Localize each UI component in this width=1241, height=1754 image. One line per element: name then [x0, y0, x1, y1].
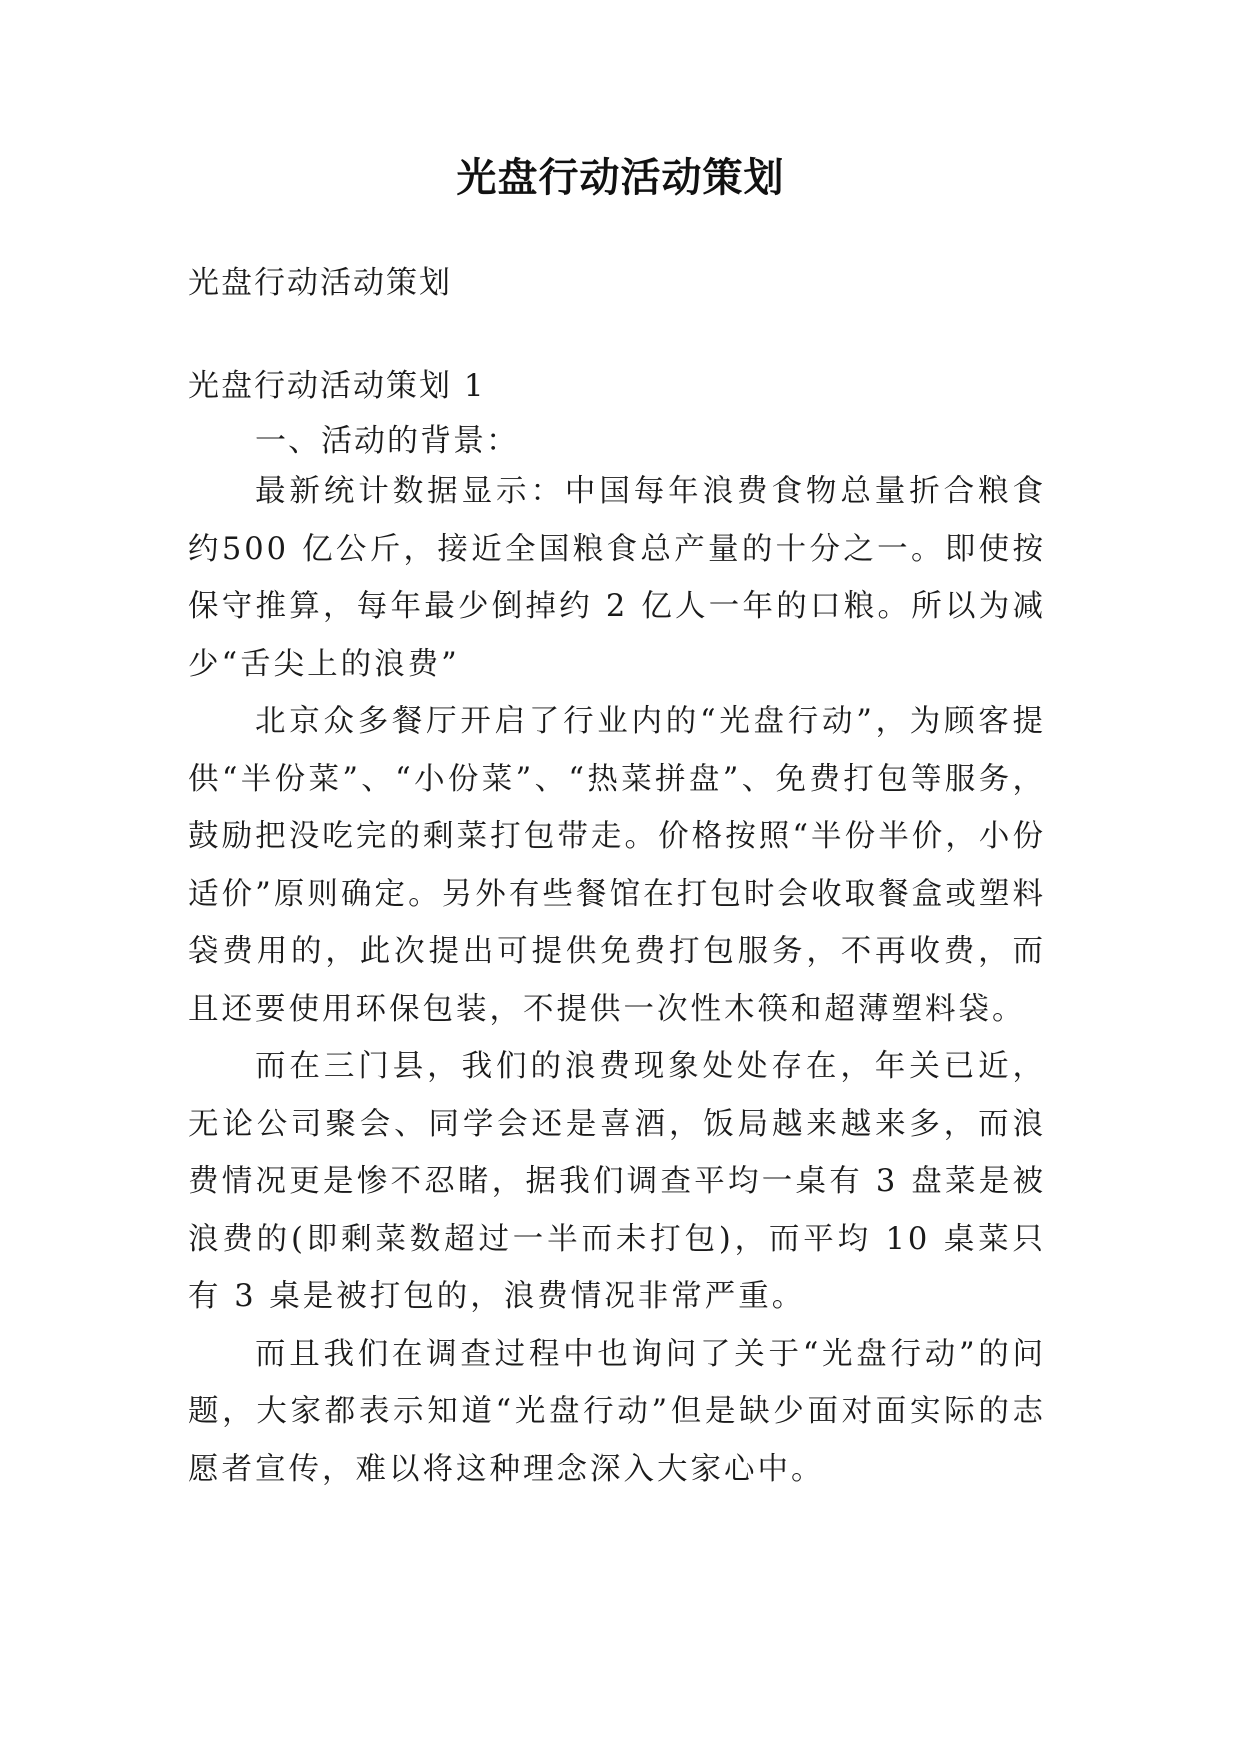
- paragraph-beijing: 北京众多餐厅开启了行业内的“光盘行动”，为顾客提供“半份菜”、“小份菜”、“热菜拼盘”、免费打包等服务，鼓励把没吃完的剩菜打包带走。价格按照“半份半价，小份适价”原则确定。另外有些餐馆在打包时会收取餐盒或塑料袋费用的，此次提出可提供免费打包服务，不再收费，而且还要使用环保包装，不提供一次性木筷和超薄塑料袋。: [188, 704, 1046, 1027]
- document-title: 光盘行动活动策划: [456, 154, 785, 201]
- document-subtitle: 光盘行动活动策划: [188, 265, 452, 301]
- section-heading: 光盘行动活动策划 1: [188, 368, 486, 404]
- body-paragraphs: [188, 463, 1046, 1498]
- background-subheading: 一、活动的背景：: [255, 423, 519, 459]
- paragraph-sanmen: 而在三门县，我们的浪费现象处处存在，年关已近，无论公司聚会、同学会还是喜酒，饭局越来越来多，而浪费情况更是惨不忍睹，据我们调查平均一桌有 3 盘菜是被浪费的(即剩菜数超过一半而未打包)，而平均 10 桌菜只有 3 桌是被打包的，浪费情况非常严重。: [188, 1049, 1046, 1314]
- paragraph-statistics: 最新统计数据显示：中国每年浪费食物总量折合粮食约500 亿公斤，接近全国粮食总产量的十分之一。即使按保守推算，每年最少倒掉约 2 亿人一年的口粮。所以为减少“舌尖上的浪费”: [188, 474, 1046, 682]
- paragraph-survey: 而且我们在调查过程中也询问了关于“光盘行动”的问题，大家都表示知道“光盘行动”但是缺少面对面实际的志愿者宣传，难以将这种理念深入大家心中。: [188, 1336, 1046, 1487]
